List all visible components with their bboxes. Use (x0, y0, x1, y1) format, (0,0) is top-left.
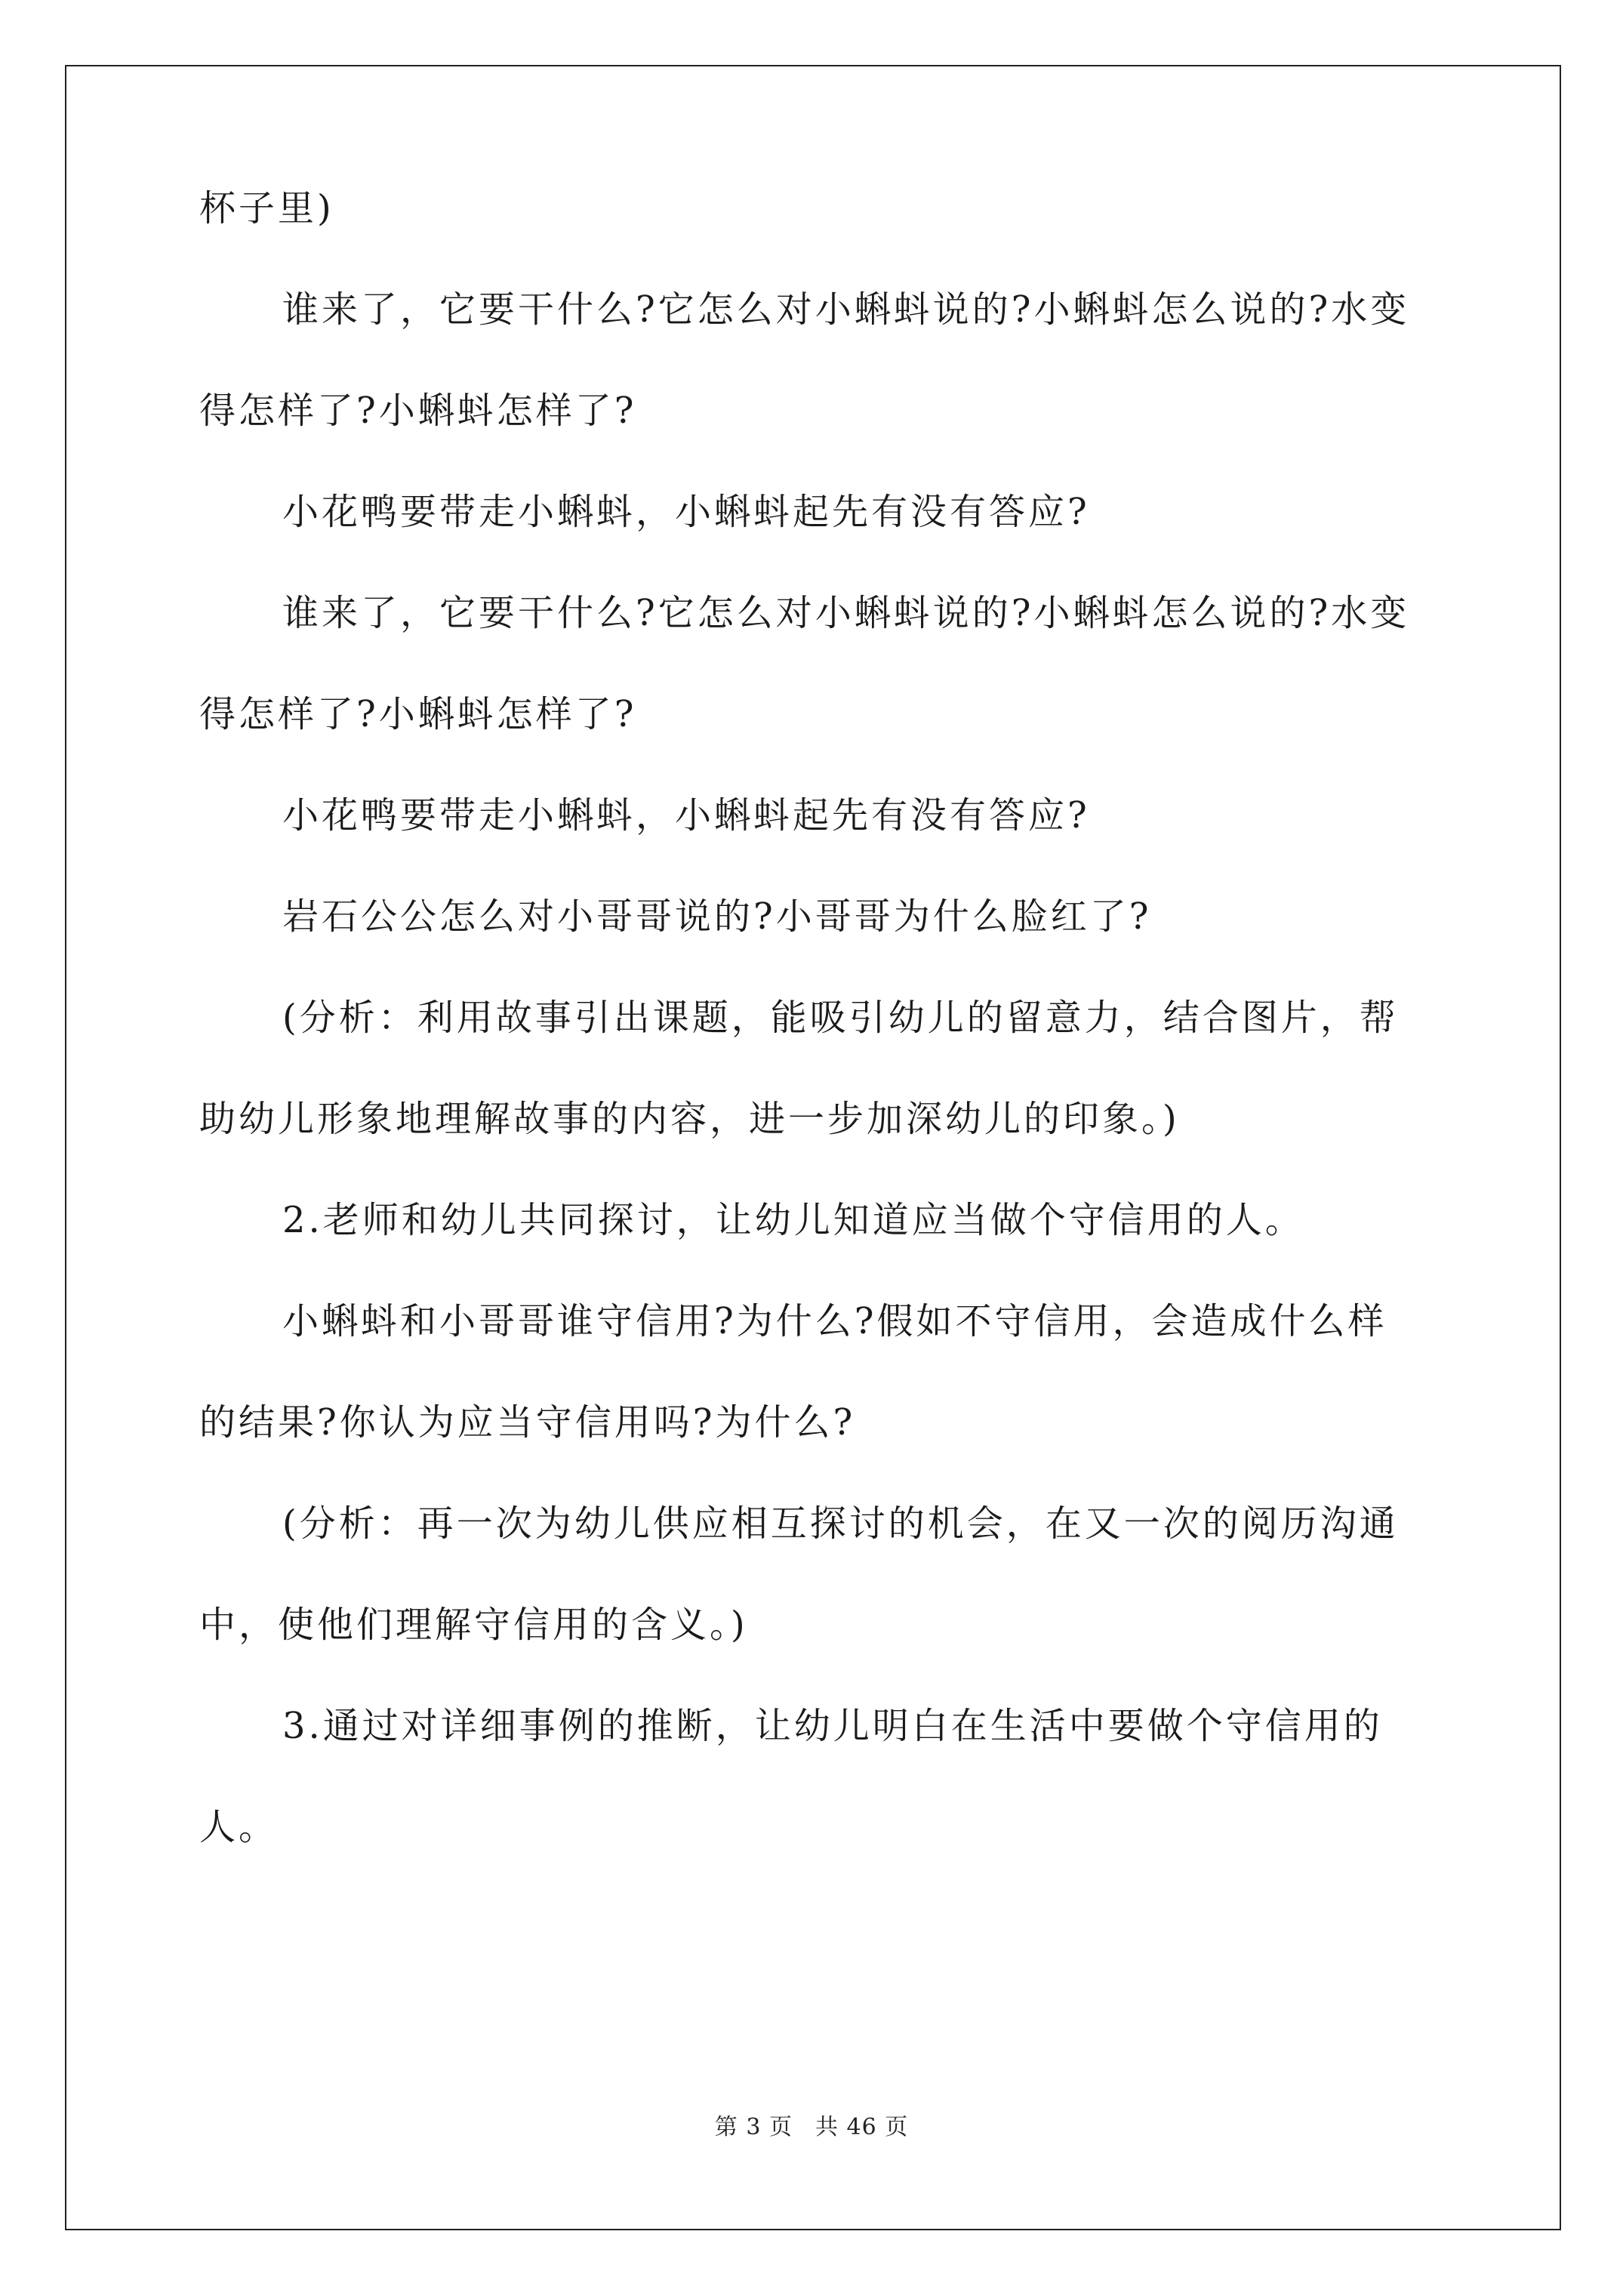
text-line: 杯子里) (199, 187, 334, 230)
text-line: 助幼儿形象地理解故事的内容，进一步加深幼儿的印象。) (199, 1098, 1180, 1140)
text-line: (分析：利用故事引出课题，能吸引幼儿的留意力，结合图片，帮 (282, 997, 1399, 1039)
page-footer (0, 2108, 1623, 2141)
text-line: 的结果?你认为应当守信用吗?为什么? (199, 1401, 856, 1444)
text-line: 人。 (199, 1806, 279, 1848)
text-line: 岩石公公怎么对小哥哥说的?小哥哥为什么脸红了? (282, 895, 1152, 938)
text-line: 得怎样了?小蝌蚪怎样了? (199, 390, 637, 432)
text-line: 2.老师和幼儿共同探讨，让幼儿知道应当做个守信用的人。 (282, 1199, 1304, 1241)
text-line: 谁来了，它要干什么?它怎么对小蝌蚪说的?小蝌蚪怎么说的?水变 (282, 592, 1410, 634)
page-number: 第 3 页 (714, 2114, 793, 2140)
text-line: 得怎样了?小蝌蚪怎样了? (199, 693, 637, 735)
text-line: (分析：再一次为幼儿供应相互探讨的机会，在又一次的阅历沟通 (282, 1502, 1399, 1545)
text-line: 小花鸭要带走小蝌蚪，小蝌蚪起先有没有答应? (282, 794, 1090, 837)
page-total: 共 46 页 (815, 2114, 909, 2140)
text-line: 谁来了，它要干什么?它怎么对小蝌蚪说的?小蝌蚪怎么说的?水变 (282, 288, 1410, 331)
text-line: 3.通过对详细事例的推断，让幼儿明白在生活中要做个守信用的 (282, 1705, 1383, 1747)
text-line: 小蝌蚪和小哥哥谁守信用?为什么?假如不守信用，会造成什么样 (282, 1300, 1387, 1342)
text-line: 中，使他们理解守信用的含义。) (199, 1604, 748, 1646)
text-line: 小花鸭要带走小蝌蚪，小蝌蚪起先有没有答应? (282, 491, 1090, 533)
